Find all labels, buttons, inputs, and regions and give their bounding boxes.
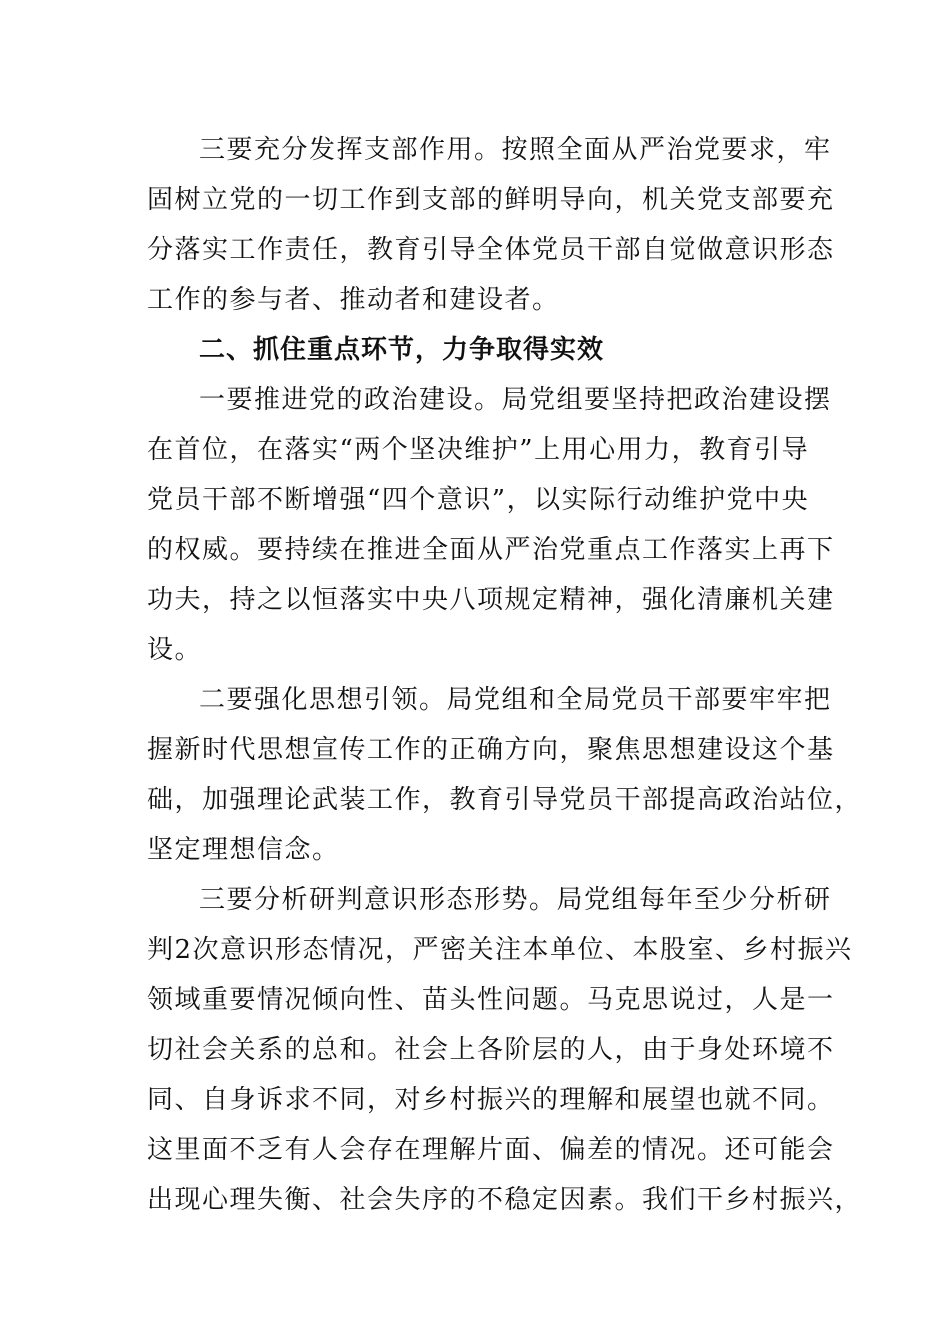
- paragraph-line: 出现心理失衡、社会失序的不稳定因素。我们干乡村振兴，: [147, 1185, 863, 1215]
- paragraph-line: 在首位，在落实“两个坚决维护”上用心用力，教育引导: [147, 435, 810, 465]
- paragraph-line: 分落实工作责任，教育引导全体党员干部自觉做意识形态: [147, 235, 835, 265]
- paragraph-line: 领域重要情况倾向性、苗头性问题。马克思说过，人是一: [147, 985, 835, 1015]
- paragraph-line: 的权威。要持续在推进全面从严治党重点工作落实上再下: [147, 535, 835, 565]
- paragraph-line: 这里面不乏有人会存在理解片面、偏差的情况。还可能会: [147, 1135, 835, 1165]
- paragraph-line: 功夫，持之以恒落实中央八项规定精神，强化清廉机关建: [147, 585, 835, 615]
- paragraph-line: 础，加强理论武装工作，教育引导党员干部提高政治站位，: [147, 785, 863, 815]
- paragraph-line: 工作的参与者、推动者和建设者。: [147, 285, 560, 315]
- paragraph-line: 党员干部不断增强“四个意识”，以实际行动维护党中央: [147, 485, 810, 515]
- document-body: [147, 125, 863, 1225]
- paragraph-ideology-analysis: [147, 875, 863, 1225]
- paragraph-line: 一要推进党的政治建设。局党组要坚持把政治建设摆: [199, 385, 832, 415]
- paragraph-line: 坚定理想信念。: [147, 835, 340, 865]
- paragraph-line: 判2次意识形态情况，严密关注本单位、本股室、乡村振兴: [147, 935, 853, 965]
- paragraph-political-building: [147, 375, 835, 675]
- paragraph-line: 切社会关系的总和。社会上各阶层的人，由于身处环境不: [147, 1035, 835, 1065]
- section-heading-2: 二、抓住重点环节，力争取得实效: [199, 335, 605, 365]
- paragraph-line: 三要分析研判意识形态形势。局党组每年至少分析研: [199, 885, 832, 915]
- paragraph-line: 三要充分发挥支部作用。按照全面从严治党要求，牢: [199, 135, 832, 165]
- paragraph-line: 握新时代思想宣传工作的正确方向，聚焦思想建设这个基: [147, 735, 835, 765]
- paragraph-line: 二要强化思想引领。局党组和全局党员干部要牢牢把: [199, 685, 832, 715]
- paragraph-ideological-guidance: [147, 675, 863, 875]
- paragraph-line: 同、自身诉求不同，对乡村振兴的理解和展望也就不同。: [147, 1085, 835, 1115]
- paragraph-line: 固树立党的一切工作到支部的鲜明导向，机关党支部要充: [147, 185, 835, 215]
- paragraph-line: 设。: [147, 635, 203, 665]
- paragraph-support-role: [147, 125, 835, 325]
